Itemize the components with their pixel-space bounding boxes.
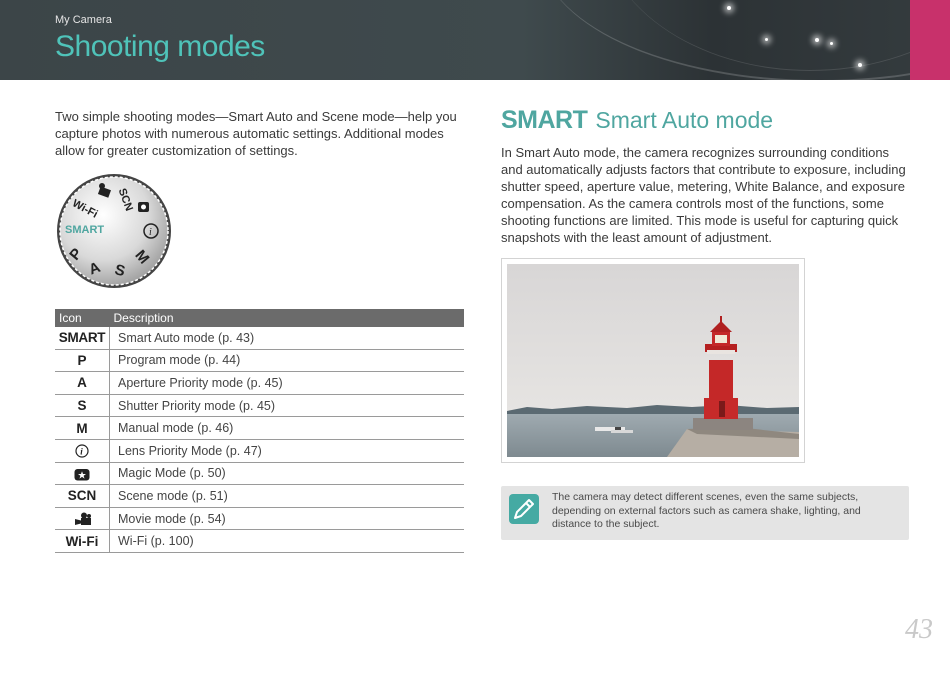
dial-label-scn: SCN	[115, 186, 135, 213]
aperture-mode-icon: A	[55, 372, 110, 395]
table-row	[55, 349, 464, 372]
table-row	[55, 485, 464, 508]
smart-badge: SMART	[501, 106, 588, 134]
sparkle-decoration	[727, 6, 731, 10]
lens-priority-icon	[75, 444, 89, 458]
pencil-icon	[509, 494, 539, 524]
lighthouse-photo	[507, 264, 799, 457]
smart-auto-heading	[501, 106, 773, 135]
mode-description: Aperture Priority mode (p. 45)	[110, 372, 465, 395]
magic-mode-icon	[74, 468, 90, 481]
program-mode-icon: P	[55, 349, 110, 372]
mode-description: Lens Priority Mode (p. 47)	[110, 439, 465, 462]
mode-description: Wi-Fi (p. 100)	[110, 530, 465, 553]
mode-description: Program mode (p. 44)	[110, 349, 465, 372]
mode-description: Magic Mode (p. 50)	[110, 462, 465, 485]
dial-label-smart: SMART	[65, 224, 105, 236]
column-header-icon: Icon	[55, 309, 110, 327]
table-row	[55, 507, 464, 530]
pencil-note-icon	[509, 494, 539, 524]
sparkle-decoration	[815, 38, 819, 42]
smart-auto-description: In Smart Auto mode, the camera recognizes surrounding conditions and automatically adjusts factors that contribute to exposure, including shutter speed, aperture value, metering, White Balance, and exposure compensation. As the camera controls most of the functions, some shooting functions are limited. This mode is useful for capturing quick snapshots with the least amount of adjustment.	[501, 145, 906, 245]
note-text: The camera may detect different scenes, even the same subjects, depending on external factors such as camera shake, lighting, and distance to the subject.	[552, 491, 861, 530]
movie-camera-icon	[55, 507, 110, 530]
wifi-mode-icon: Wi-Fi	[55, 530, 110, 553]
shooting-mode-table	[55, 309, 464, 553]
mode-description: Movie mode (p. 54)	[110, 507, 465, 530]
dial-label-s: S	[112, 261, 127, 281]
table-header-row	[55, 309, 464, 327]
smart-mode-icon: SMART	[55, 327, 110, 349]
section-tab	[910, 0, 950, 80]
dial-label-a: A	[86, 258, 103, 279]
dial-label-p: P	[66, 245, 86, 264]
example-photo-frame	[501, 258, 805, 463]
table-row	[55, 439, 464, 462]
svg-text:i: i	[149, 227, 152, 238]
dial-label-wifi: Wi-Fi	[70, 197, 100, 221]
page-title: Shooting modes	[55, 30, 265, 63]
sparkle-decoration	[858, 63, 862, 67]
svg-text:i: i	[80, 446, 83, 457]
movie-camera-icon	[74, 512, 91, 526]
table-row	[55, 327, 464, 349]
mode-description: Manual mode (p. 46)	[110, 417, 465, 440]
note-box	[501, 486, 909, 540]
mode-description: Smart Auto mode (p. 43)	[110, 327, 465, 349]
table-row	[55, 372, 464, 395]
dial-magic-icon	[138, 202, 149, 212]
scene-mode-icon: SCN	[55, 485, 110, 508]
page-number: 43	[905, 614, 933, 645]
dial-label-m: M	[131, 246, 153, 268]
table-row	[55, 394, 464, 417]
page-header	[0, 0, 950, 80]
sparkle-decoration	[830, 42, 833, 45]
mode-dial-illustration	[55, 172, 173, 290]
table-row	[55, 462, 464, 485]
column-header-description: Description	[110, 309, 465, 327]
breadcrumb: My Camera	[55, 14, 112, 26]
sparkle-decoration	[765, 38, 768, 41]
lens-priority-icon	[55, 439, 110, 462]
mode-description: Shutter Priority mode (p. 45)	[110, 394, 465, 417]
table-row	[55, 417, 464, 440]
manual-mode-icon: M	[55, 417, 110, 440]
section-title: Smart Auto mode	[595, 107, 774, 133]
magic-mode-icon	[55, 462, 110, 485]
mode-description: Scene mode (p. 51)	[110, 485, 465, 508]
shutter-mode-icon: S	[55, 394, 110, 417]
intro-text: Two simple shooting modes—Smart Auto and Scene mode—help you capture photos with numerous automatic settings. Additional modes allow for greater customization of settings.	[55, 109, 457, 158]
table-row	[55, 530, 464, 553]
